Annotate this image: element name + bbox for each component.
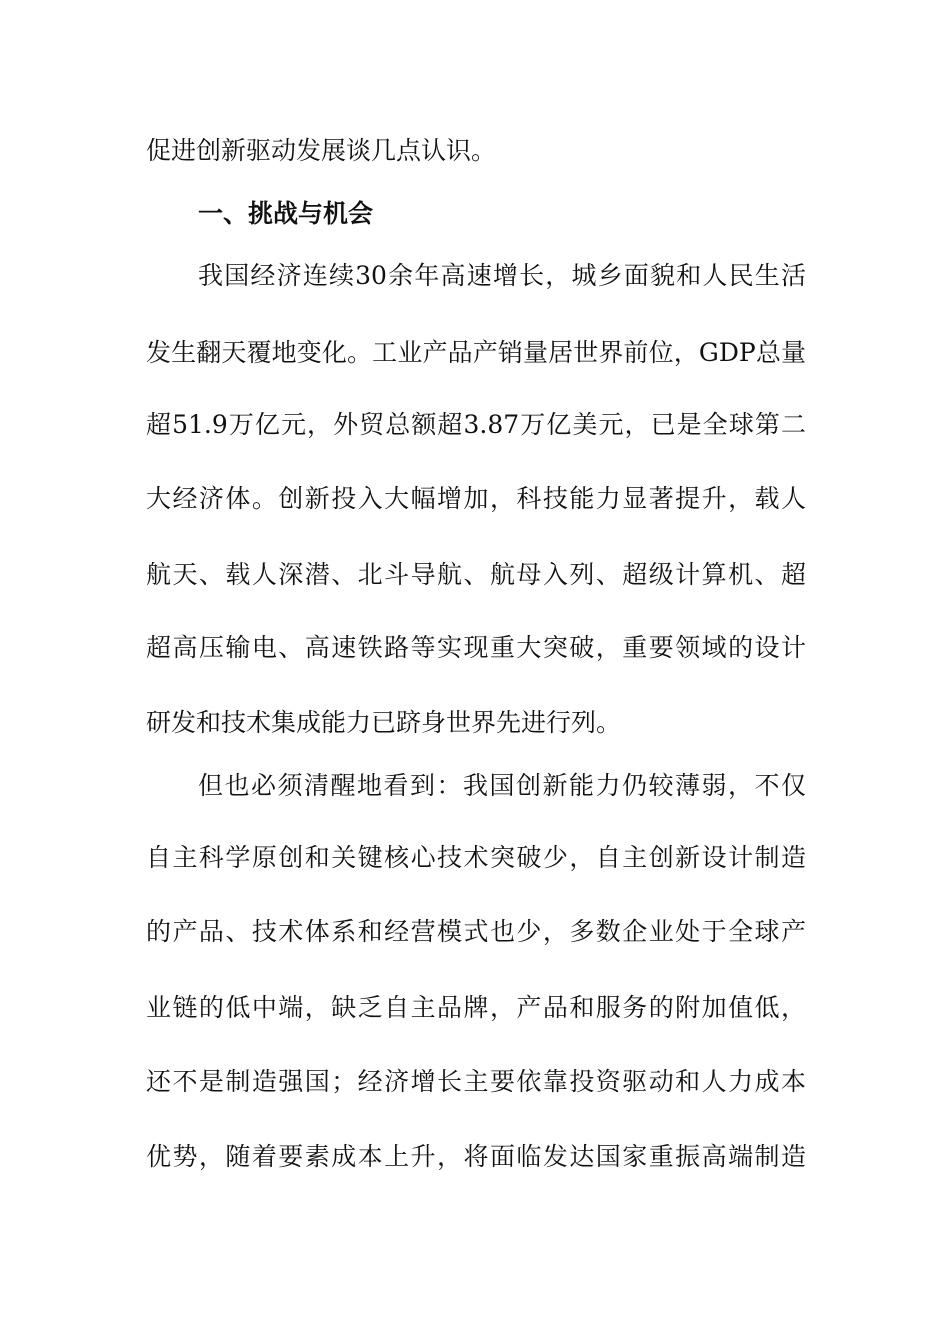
document-page	[146, 0, 806, 1344]
text-line-11: 自主科学原创和关键核心技术突破少，自主创新设计制造	[146, 843, 806, 872]
text-line-12: 的产品、技术体系和经营模式也少，多数企业处于全球产	[146, 917, 806, 946]
text-line-7: 航天、载人深潜、北斗导航、航母入列、超级计算机、超	[146, 560, 806, 589]
text-line-4: 发生翻天覆地变化。工业产品产销量居世界前位，GDP总量	[146, 338, 806, 367]
section-heading: 一、挑战与机会	[198, 199, 374, 228]
text-line-5: 超51.9万亿元，外贸总额超3.87万亿美元，已是全球第二	[146, 410, 806, 439]
text-line-1: 促进创新驱动发展谈几点认识。	[146, 136, 497, 165]
text-line-15: 优势，随着要素成本上升，将面临发达国家重振高端制造	[146, 1142, 806, 1171]
text-line-8: 超高压输电、高速铁路等实现重大突破，重要领域的设计	[146, 633, 806, 662]
text-line-14: 还不是制造强国；经济增长主要依靠投资驱动和人力成本	[146, 1067, 806, 1096]
text-line-9: 研发和技术集成能力已跻身世界先进行列。	[146, 708, 622, 737]
text-line-6: 大经济体。创新投入大幅增加，科技能力显著提升，载人	[146, 484, 806, 513]
text-line-3: 我国经济连续30余年高速增长，城乡面貌和人民生活	[198, 261, 806, 290]
text-line-13: 业链的低中端，缺乏自主品牌，产品和服务的附加值低，	[146, 993, 806, 1022]
text-line-10: 但也必须清醒地看到：我国创新能力仍较薄弱，不仅	[198, 771, 806, 800]
